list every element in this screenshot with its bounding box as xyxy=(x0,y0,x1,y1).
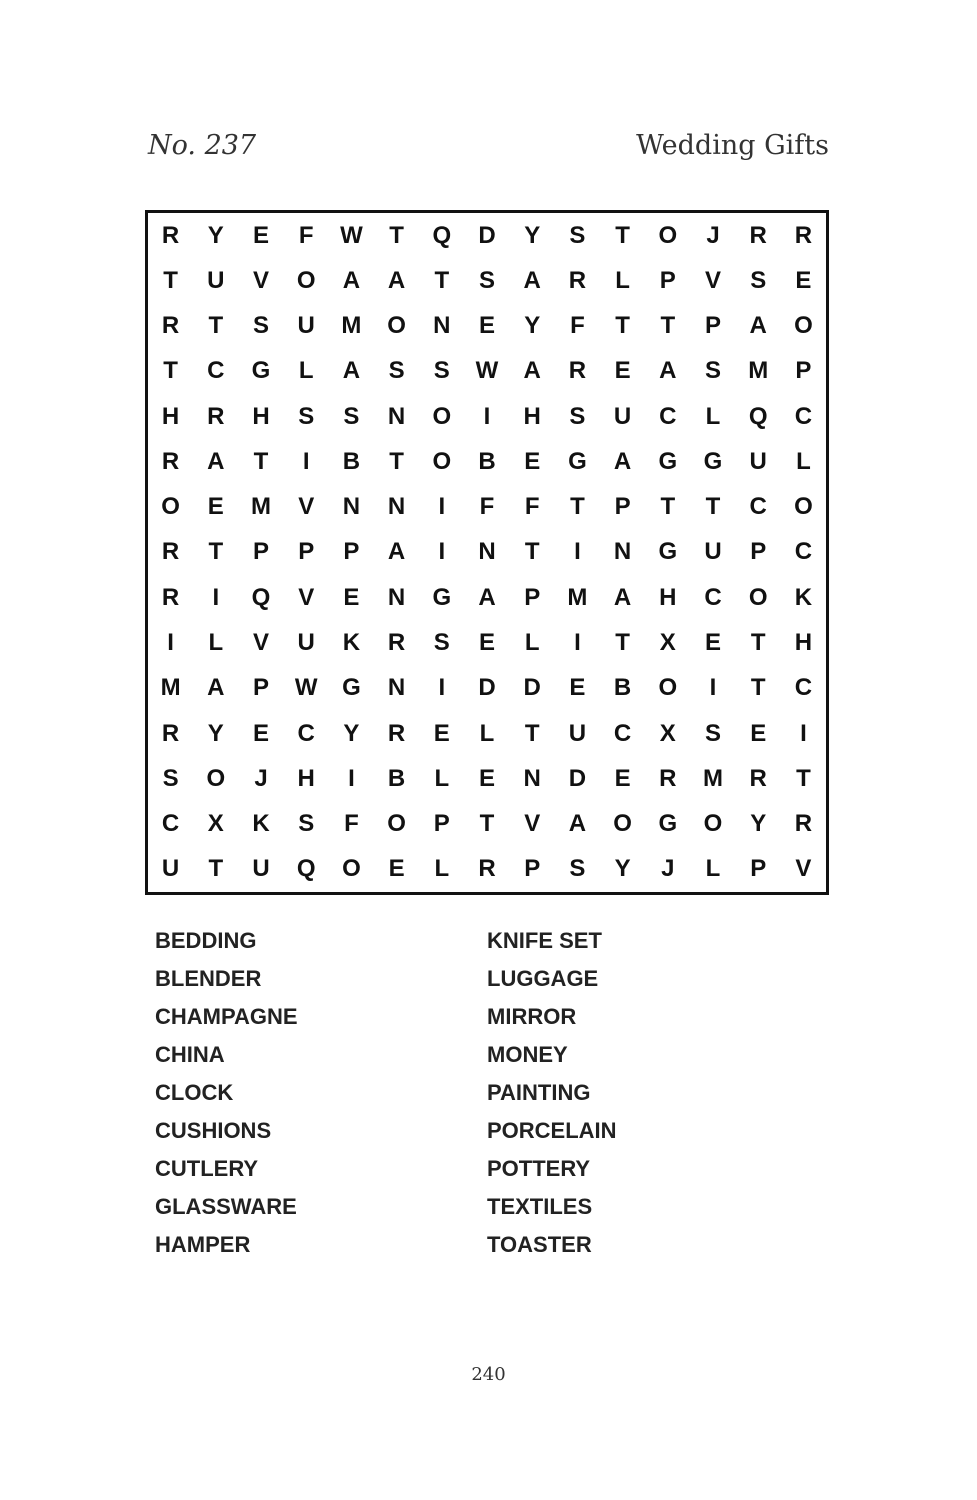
grid-letter: W xyxy=(340,221,363,249)
grid-letter: O xyxy=(794,312,813,340)
grid-letter: N xyxy=(523,764,541,792)
grid-letter: S xyxy=(704,719,721,747)
grid-letter: G xyxy=(432,583,452,611)
grid-letter: S xyxy=(433,629,450,657)
grid-letter: T xyxy=(615,629,630,657)
grid-letter: F xyxy=(524,493,540,521)
grid-letter: T xyxy=(660,312,676,340)
grid-letter: S xyxy=(162,764,179,792)
grid-letter: Q xyxy=(432,221,452,249)
grid-letter: P xyxy=(524,583,541,611)
grid-letter: A xyxy=(387,538,406,566)
grid-letter: P xyxy=(750,855,767,883)
grid-letter: Y xyxy=(343,719,360,747)
grid-letter: U xyxy=(568,719,587,747)
grid-letter: A xyxy=(342,266,361,294)
grid-letter: V xyxy=(298,493,315,521)
grid-letter: I xyxy=(348,764,355,792)
grid-letter: Y xyxy=(614,855,631,883)
grid-letter: P xyxy=(252,674,269,702)
grid-letter: R xyxy=(749,764,767,792)
grid-letter: L xyxy=(434,855,450,883)
grid-letter: N xyxy=(433,312,451,340)
grid-letter: O xyxy=(613,810,632,838)
grid-letter: Y xyxy=(524,221,541,249)
grid-letter: O xyxy=(342,855,361,883)
grid-letter: O xyxy=(432,447,452,475)
grid-letter: B xyxy=(387,764,406,792)
grid-letter: C xyxy=(207,357,225,385)
grid-letter: G xyxy=(568,447,587,475)
grid-letter: L xyxy=(524,629,540,657)
grid-letter: M xyxy=(567,583,588,611)
page-number: 240 xyxy=(471,1364,506,1385)
grid-letter: R xyxy=(161,312,180,340)
grid-letter: A xyxy=(342,357,361,385)
grid-letter: A xyxy=(749,312,767,340)
word-list-item: TEXTILES xyxy=(487,1194,593,1219)
grid-letter: O xyxy=(387,810,406,838)
grid-letter: S xyxy=(569,855,586,883)
puzzle-title: Wedding Gifts xyxy=(636,130,829,161)
grid-letter: T xyxy=(524,719,540,747)
grid-letter: K xyxy=(794,583,813,611)
grid-letter: P xyxy=(795,357,812,385)
grid-letter: H xyxy=(252,402,270,430)
grid-letter: Q xyxy=(748,402,768,430)
grid-letter: S xyxy=(569,221,586,249)
grid-letter: A xyxy=(568,810,587,838)
grid-letter: I xyxy=(212,583,220,611)
grid-letter: S xyxy=(388,357,405,385)
grid-letter: R xyxy=(568,357,587,385)
grid-letter: H xyxy=(523,402,541,430)
grid-letter: U xyxy=(297,629,315,657)
puzzle-number: No. 237 xyxy=(148,130,257,161)
grid-letter: V xyxy=(252,629,269,657)
grid-letter: T xyxy=(796,764,811,792)
grid-letter: U xyxy=(161,855,180,883)
grid-letter: R xyxy=(161,583,180,611)
grid-letter: H xyxy=(794,629,813,657)
grid-letter: T xyxy=(434,266,450,294)
grid-letter: X xyxy=(659,719,676,747)
grid-letter: H xyxy=(161,402,180,430)
grid-letter: Y xyxy=(207,719,224,747)
grid-letter: L xyxy=(705,855,721,883)
grid-letter: E xyxy=(795,266,812,294)
grid-letter: T xyxy=(479,810,495,838)
grid-letter: T xyxy=(615,312,630,340)
grid-letter: I xyxy=(574,629,581,657)
grid-letter: Y xyxy=(524,312,541,340)
grid-letter: B xyxy=(613,674,632,702)
grid-letter: I xyxy=(438,538,446,566)
grid-letter: O xyxy=(296,266,316,294)
grid-letter: L xyxy=(434,764,450,792)
word-list-item: CUTLERY xyxy=(155,1156,259,1181)
grid-letter: A xyxy=(207,674,225,702)
grid-letter: A xyxy=(659,357,677,385)
grid-letter: L xyxy=(208,629,224,657)
grid-letter: L xyxy=(796,447,811,475)
grid-letter: S xyxy=(704,357,721,385)
grid-letter: D xyxy=(478,221,496,249)
word-list-right xyxy=(487,926,617,1268)
grid-letter: M xyxy=(160,674,181,702)
grid-letter: F xyxy=(479,493,495,521)
grid-letter: B xyxy=(342,447,361,475)
grid-letter: I xyxy=(483,402,491,430)
word-search-grid xyxy=(145,210,829,895)
grid-letter: A xyxy=(523,266,541,294)
grid-letter: A xyxy=(613,447,632,475)
grid-letter: V xyxy=(252,266,269,294)
grid-letter: W xyxy=(294,674,318,702)
grid-letter: R xyxy=(749,221,767,249)
grid-letter: N xyxy=(342,493,361,521)
grid-letter: O xyxy=(387,312,406,340)
grid-letter: C xyxy=(794,538,813,566)
grid-letter: D xyxy=(478,674,496,702)
grid-letter: G xyxy=(342,674,361,702)
grid-letter: I xyxy=(302,447,310,475)
grid-letter: A xyxy=(207,447,225,475)
grid-letter: Q xyxy=(251,583,271,611)
grid-letter: T xyxy=(750,629,766,657)
grid-letter: R xyxy=(387,629,406,657)
grid-letter: T xyxy=(570,493,585,521)
grid-letter: H xyxy=(659,583,677,611)
grid-letter: E xyxy=(614,764,631,792)
grid-letter: M xyxy=(341,312,362,340)
grid-letter: F xyxy=(344,810,359,838)
grid-letter: C xyxy=(749,493,767,521)
grid-letter: P xyxy=(614,493,631,521)
word-list-item: PORCELAIN xyxy=(487,1118,617,1143)
grid-letter: A xyxy=(387,266,406,294)
grid-letter: C xyxy=(613,719,632,747)
grid-letter: C xyxy=(659,402,677,430)
grid-letter: T xyxy=(389,447,404,475)
grid-letter: E xyxy=(343,583,360,611)
grid-letter: V xyxy=(298,583,315,611)
grid-letter: I xyxy=(709,674,717,702)
grid-letter: I xyxy=(438,493,446,521)
grid-letter: E xyxy=(750,719,767,747)
grid-letter: M xyxy=(748,357,769,385)
grid-letter: U xyxy=(704,538,722,566)
grid-letter: T xyxy=(705,493,721,521)
grid-letter: P xyxy=(524,855,541,883)
grid-letter: O xyxy=(432,402,452,430)
word-list-item: LUGGAGE xyxy=(487,966,599,991)
grid-letter: S xyxy=(252,312,269,340)
grid-letter: R xyxy=(659,764,677,792)
grid-letter: P xyxy=(252,538,269,566)
grid-letter: F xyxy=(570,312,585,340)
grid-letter: J xyxy=(254,764,268,792)
grid-letter: G xyxy=(703,447,723,475)
grid-letter: U xyxy=(207,266,225,294)
grid-letter: W xyxy=(475,357,499,385)
grid-letter: S xyxy=(298,402,315,430)
grid-letter: T xyxy=(660,493,676,521)
word-list-item: CLOCK xyxy=(155,1080,234,1105)
grid-letter: I xyxy=(800,719,807,747)
grid-letter: S xyxy=(478,266,495,294)
grid-letter: G xyxy=(658,538,678,566)
grid-letter: O xyxy=(161,493,180,521)
grid-letter: P xyxy=(750,538,767,566)
grid-letter: E xyxy=(524,447,541,475)
grid-letter: A xyxy=(613,583,632,611)
grid-letter: R xyxy=(794,221,813,249)
grid-letter: T xyxy=(163,266,178,294)
grid-letter: R xyxy=(387,719,406,747)
grid-letter: U xyxy=(613,402,632,430)
grid-letter: B xyxy=(478,447,496,475)
grid-letter: T xyxy=(208,312,224,340)
grid-letter: X xyxy=(207,810,224,838)
grid-letter: S xyxy=(298,810,315,838)
grid-letter: P xyxy=(659,266,676,294)
grid-letter: A xyxy=(478,583,496,611)
word-list-item: CHAMPAGNE xyxy=(155,1004,298,1029)
word-list-item: CUSHIONS xyxy=(155,1118,272,1143)
word-list-item: GLASSWARE xyxy=(155,1194,297,1219)
grid-letter: J xyxy=(661,855,675,883)
grid-letter: T xyxy=(524,538,540,566)
word-list-item: TOASTER xyxy=(487,1232,592,1257)
grid-letter: E xyxy=(704,629,721,657)
grid-letter: I xyxy=(438,674,446,702)
grid-letter: O xyxy=(794,493,813,521)
grid-letter: T xyxy=(615,221,630,249)
grid-letter: R xyxy=(568,266,587,294)
word-list-item: HAMPER xyxy=(155,1232,251,1257)
grid-letter: N xyxy=(613,538,632,566)
grid-letter: O xyxy=(703,810,723,838)
grid-letter: O xyxy=(658,674,678,702)
grid-letter: G xyxy=(658,447,678,475)
grid-letter: Y xyxy=(207,221,224,249)
grid-letter: R xyxy=(478,855,496,883)
grid-letter: U xyxy=(297,312,315,340)
grid-letter: M xyxy=(250,493,271,521)
grid-letter: N xyxy=(387,583,406,611)
grid-letter: I xyxy=(574,538,581,566)
grid-letter: E xyxy=(252,221,269,249)
grid-letter: C xyxy=(794,402,813,430)
grid-letter: N xyxy=(387,402,406,430)
grid-letter: O xyxy=(658,221,678,249)
grid-letter: Q xyxy=(296,855,316,883)
grid-letter: T xyxy=(208,538,224,566)
grid-letter: C xyxy=(161,810,180,838)
grid-letter: E xyxy=(478,629,495,657)
grid-letter: T xyxy=(750,674,766,702)
grid-letter: S xyxy=(343,402,360,430)
grid-letter: T xyxy=(253,447,269,475)
grid-letter: S xyxy=(750,266,767,294)
grid-letter: P xyxy=(433,810,450,838)
grid-letter: S xyxy=(433,357,450,385)
grid-letter: E xyxy=(388,855,405,883)
grid-letter: I xyxy=(167,629,174,657)
grid-letter: E xyxy=(478,764,495,792)
grid-letter: T xyxy=(163,357,178,385)
grid-letter: K xyxy=(252,810,270,838)
grid-letter: T xyxy=(389,221,404,249)
grid-letter: R xyxy=(161,538,180,566)
grid-letter: R xyxy=(161,447,180,475)
grid-letter: F xyxy=(298,221,314,249)
grid-letter: N xyxy=(478,538,496,566)
grid-letter: A xyxy=(523,357,541,385)
grid-letter: N xyxy=(387,674,406,702)
word-list-item: POTTERY xyxy=(487,1156,591,1181)
grid-letter: R xyxy=(161,719,180,747)
grid-letter: O xyxy=(748,583,768,611)
grid-letter: D xyxy=(568,764,587,792)
grid-letter: X xyxy=(659,629,676,657)
grid-letter: P xyxy=(298,538,315,566)
grid-letter: U xyxy=(252,855,270,883)
grid-letter: H xyxy=(297,764,315,792)
word-list-item: MONEY xyxy=(487,1042,568,1067)
grid-letter: G xyxy=(658,810,678,838)
grid-letter: E xyxy=(252,719,269,747)
grid-letter: C xyxy=(704,583,722,611)
word-list-item: MIRROR xyxy=(487,1004,577,1029)
grid-letter: E xyxy=(569,674,586,702)
word-list-item: PAINTING xyxy=(487,1080,591,1105)
grid-letter: C xyxy=(794,674,813,702)
grid-letter: M xyxy=(702,764,723,792)
grid-letter: P xyxy=(704,312,721,340)
grid-letter: C xyxy=(297,719,315,747)
grid-letter: E xyxy=(478,312,495,340)
grid-letter: V xyxy=(704,266,721,294)
grid-letter: G xyxy=(251,357,271,385)
grid-letter: E xyxy=(433,719,450,747)
word-list-item: BEDDING xyxy=(155,928,257,953)
grid-letter: S xyxy=(569,402,586,430)
word-list-left xyxy=(155,926,298,1268)
grid-letter: L xyxy=(479,719,495,747)
grid-letter: L xyxy=(615,266,630,294)
grid-letter: N xyxy=(387,493,406,521)
word-list-item: BLENDER xyxy=(155,966,262,991)
grid-letter: E xyxy=(614,357,631,385)
grid-letter: E xyxy=(207,493,224,521)
grid-letter: U xyxy=(749,447,767,475)
grid-letter: V xyxy=(795,855,812,883)
grid-letter: Y xyxy=(750,810,767,838)
word-list-item: CHINA xyxy=(155,1042,225,1067)
grid-letter: D xyxy=(523,674,541,702)
grid-letter: T xyxy=(208,855,224,883)
grid-letter: J xyxy=(706,221,720,249)
grid-letter: R xyxy=(161,221,180,249)
grid-letter: L xyxy=(705,402,721,430)
grid-letter: L xyxy=(298,357,314,385)
grid-letter: R xyxy=(794,810,813,838)
grid-letter: P xyxy=(343,538,360,566)
grid-letter: V xyxy=(524,810,541,838)
word-list-item: KNIFE SET xyxy=(487,928,602,953)
grid-letter: O xyxy=(206,764,226,792)
grid-letter: R xyxy=(207,402,225,430)
grid-letter: K xyxy=(342,629,361,657)
